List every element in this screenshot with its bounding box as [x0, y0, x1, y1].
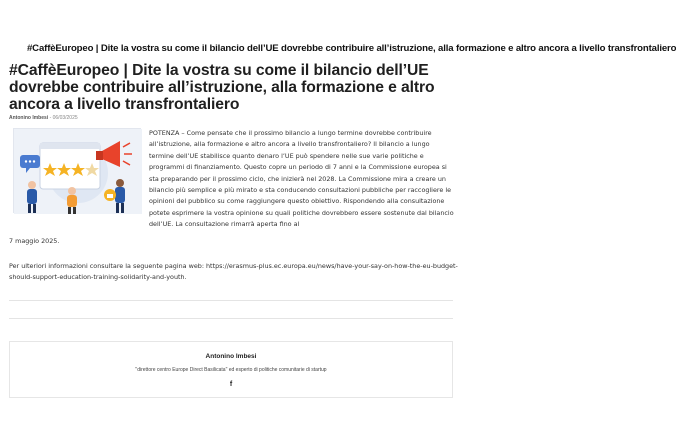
feedback-illustration [14, 129, 142, 214]
facebook-icon[interactable]: f [229, 381, 233, 388]
article-paragraph-2: Per ulteriori informazioni consultare la seguente pagina web: https://erasmus-plus.ec.europa.eu/news/have-your-say-on-how-the-eu-budget-should-support-education-training-solidarity-and-youth. [9, 262, 458, 282]
article-paragraph-1-end: 7 maggio 2025. [9, 237, 60, 245]
publish-date: 06/03/2025 [52, 115, 78, 121]
article-title: #CaffèEuropeo | Dite la vostra su come il bilancio dell’UE dovrebbe contribuire all’istruzione, alla formazione e altro ancora a livello transfrontaliero [9, 62, 435, 113]
author-link[interactable]: Antonino Imbesi [9, 115, 49, 121]
author-box-bio: "direttore centro Europe Direct Basilicata" ed esperto di politiche comunitarie di startup [135, 367, 327, 373]
author-box [9, 341, 453, 398]
top-ticker-text[interactable]: #CaffèEuropeo | Dite la vostra su come il bilancio dell’UE dovrebbe contribuire all’istruzione, alla formazione e altro ancora a livello transfrontaliero [27, 43, 676, 54]
divider [9, 300, 453, 301]
article-hero-image [13, 128, 141, 213]
divider [9, 318, 453, 319]
thumbs-up-icon [104, 189, 116, 201]
author-box-name[interactable]: Antonino Imbesi [205, 353, 257, 360]
meta-separator: - [49, 115, 52, 121]
article-paragraph-1: POTENZA – Come pensate che il prossimo bilancio a lungo termine dovrebbe contribuire all’istruzione, alla formazione e altro ancora a livello transfrontaliero? Il bilancio a lungo termine dell’UE stabilisce quanto denaro l’UE può spendere nelle sue varie politiche e programmi di finanziamento. Questo copre un periodo di 7 anni e la Commissione europea si sta preparando per il prossimo ciclo, che inizierà nel 2028. La Commissione mira a creare un bilancio più semplice e più mirato e sta conducendo consultazioni pubbliche per raccogliere le opinioni del pubblico su come raggiungere questo obiettivo. Rispondendo alla consultazione potete esprimere la vostra opinione su quali politiche dovrebbero essere sostenute dal bilancio dell’UE. La consultazione rimarrà aperta fino al [149, 129, 454, 229]
top-ticker [0, 43, 676, 57]
article-meta [9, 115, 78, 121]
